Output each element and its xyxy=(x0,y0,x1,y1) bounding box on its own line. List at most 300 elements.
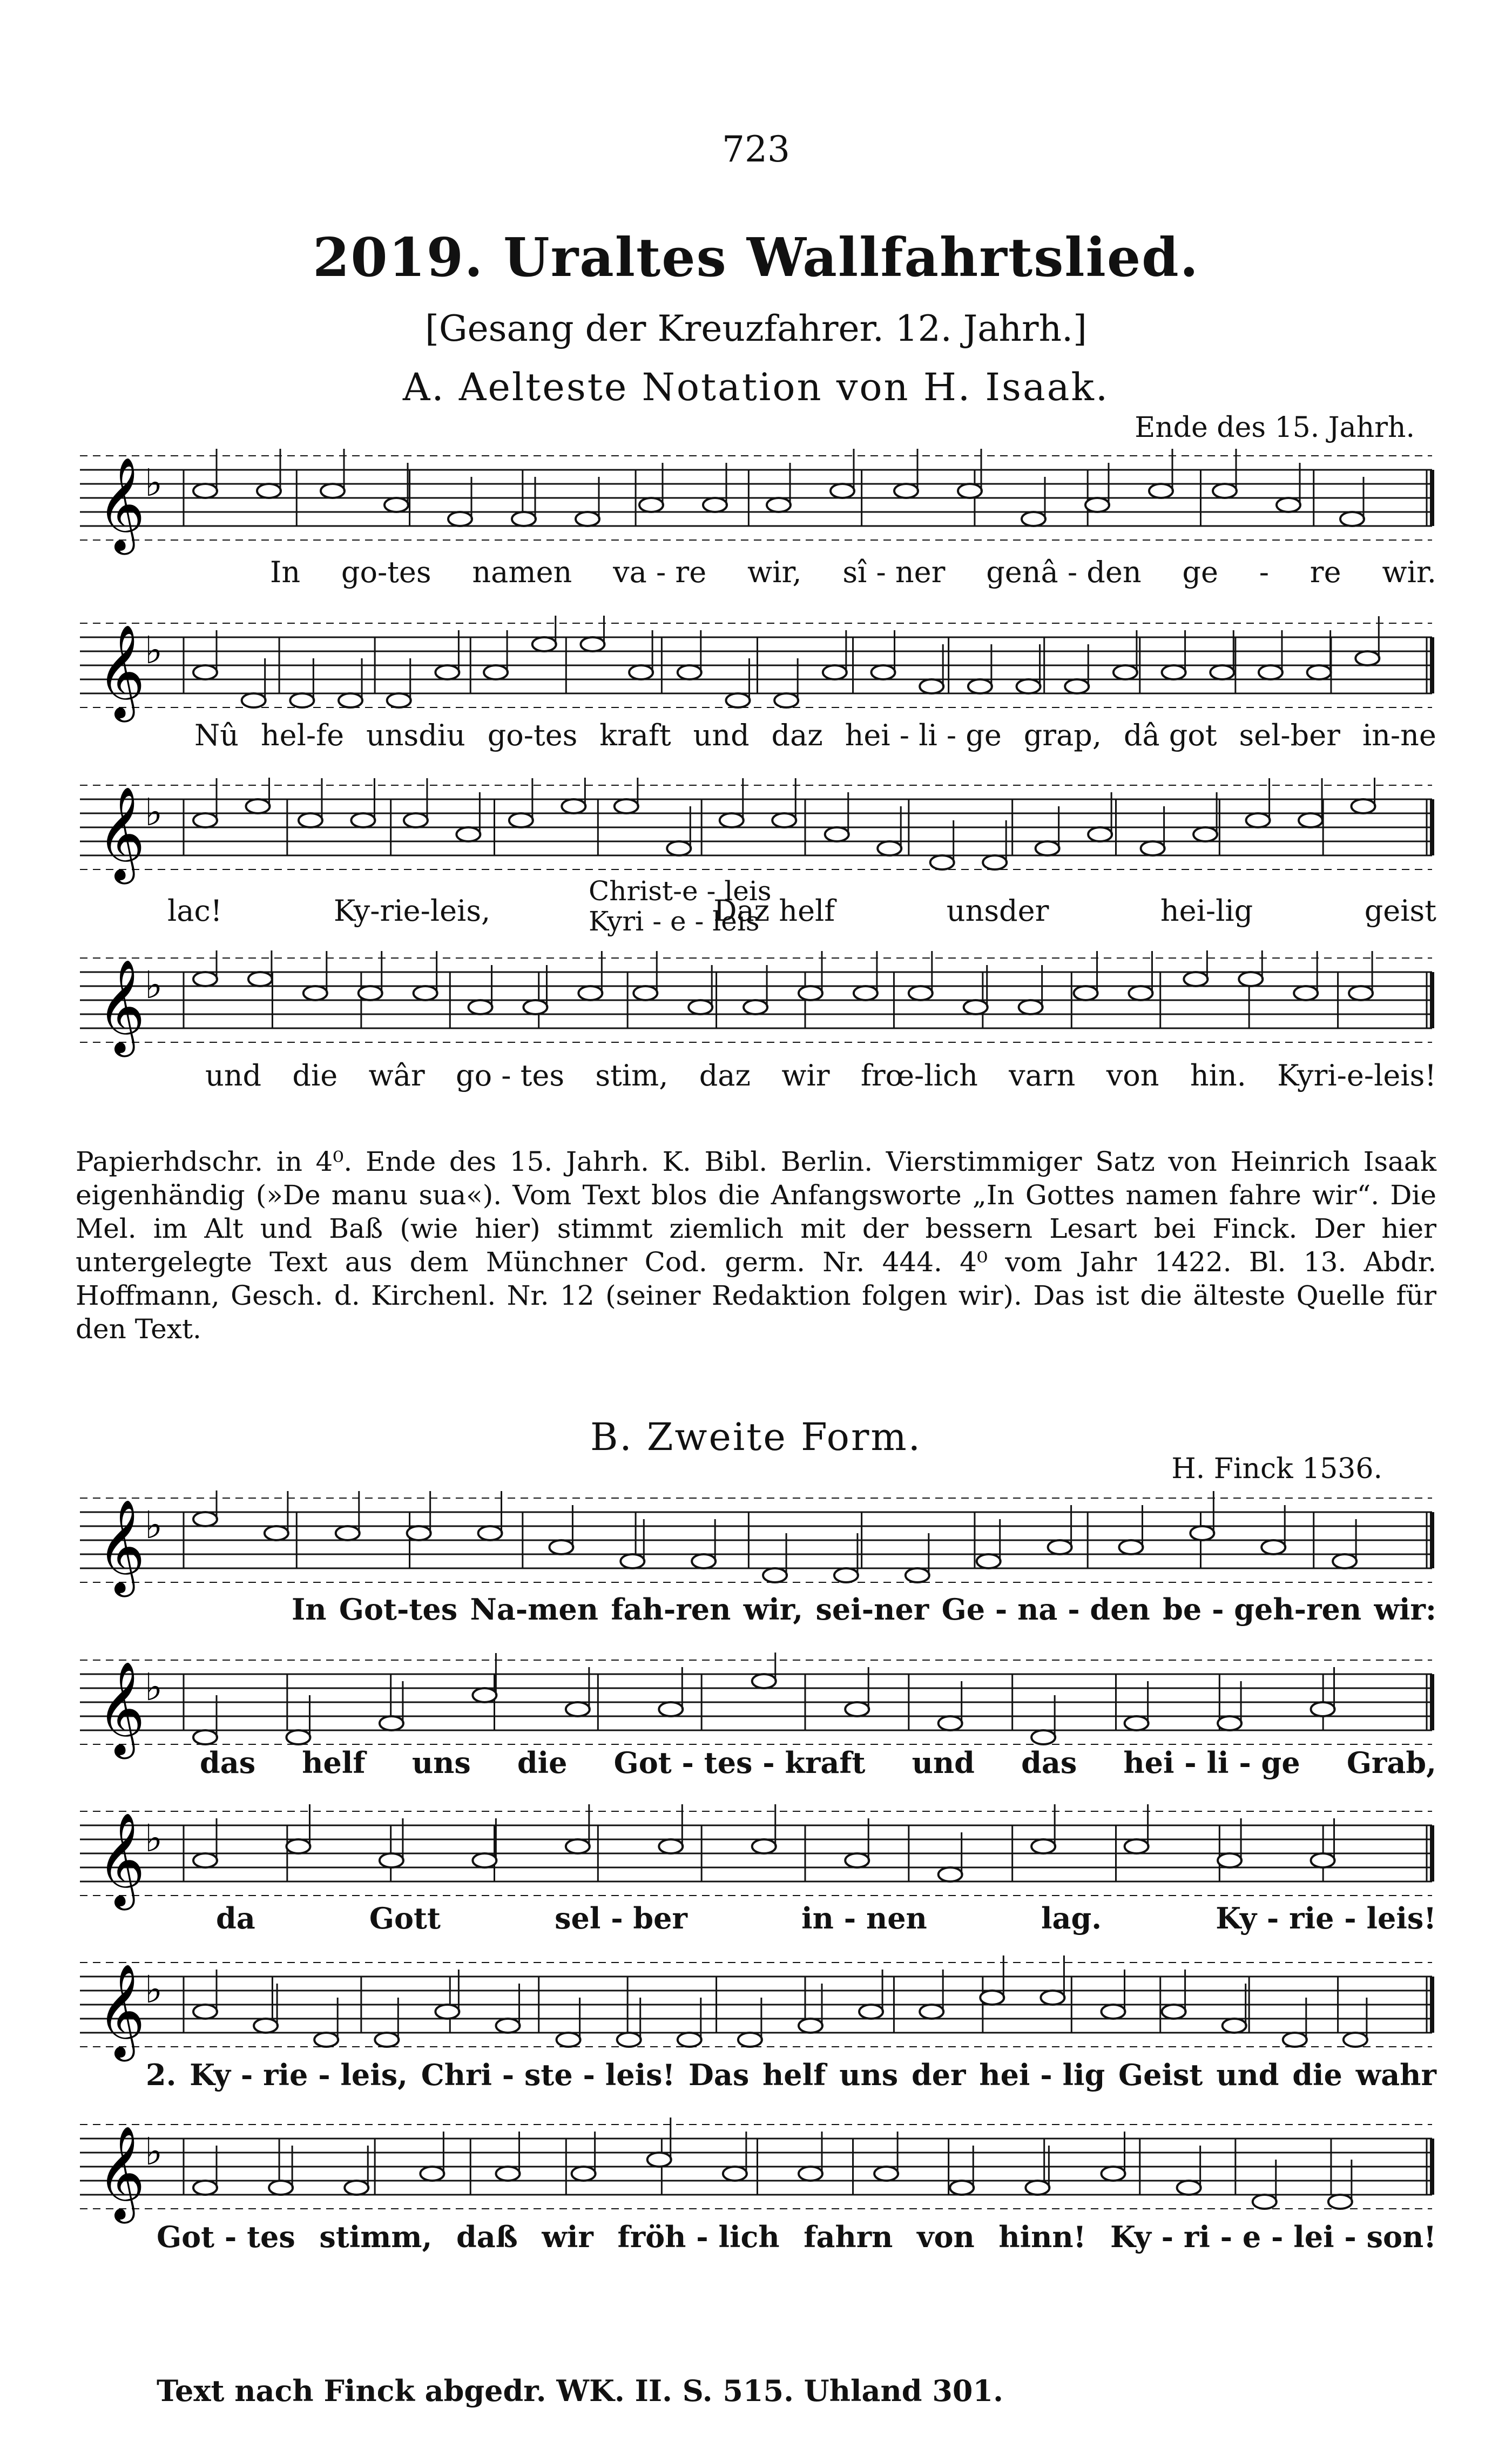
lyric-syllable: geist xyxy=(1364,894,1436,928)
lyric-syllable: fröh - lich xyxy=(617,2220,780,2254)
lyric-syllable: von xyxy=(1106,1058,1159,1093)
notehead xyxy=(1218,1853,1241,1867)
notehead xyxy=(1311,1702,1335,1716)
notehead xyxy=(456,827,480,841)
treble-clef-icon: 𝄞 xyxy=(97,457,145,551)
lyric-syllable: daz xyxy=(699,1058,751,1093)
lyric-syllable: stim, xyxy=(595,1058,669,1093)
staff-a4 xyxy=(76,950,1436,1075)
note xyxy=(248,950,272,986)
notehead xyxy=(1025,2181,1049,2195)
notehead xyxy=(834,1568,858,1582)
lyric-syllable: Ky - rie - leis! xyxy=(1216,1901,1436,1936)
lyric-syllable: re xyxy=(1310,555,1341,589)
treble-clef-icon: 𝄞 xyxy=(97,1812,145,1906)
notehead xyxy=(375,2033,399,2047)
lyric-syllable: dâ got xyxy=(1123,718,1217,752)
notehead xyxy=(557,2033,580,2047)
notehead xyxy=(1352,799,1375,813)
lyric-syllable: fah-ren xyxy=(611,1592,731,1627)
notehead xyxy=(380,1716,403,1730)
flat-sign-icon: ♭ xyxy=(145,1816,163,1860)
notehead xyxy=(647,2153,671,2167)
lyric-syllable: und xyxy=(1216,2058,1279,2092)
notehead xyxy=(1177,2181,1201,2195)
notehead xyxy=(1190,1526,1214,1540)
notehead xyxy=(336,1526,360,1540)
lyric-syllable: Geist xyxy=(1118,2058,1203,2092)
lyric-syllable: go - tes xyxy=(456,1058,565,1093)
footer-note: Text nach Finck abgedr. WK. II. S. 515. Uhland 301. xyxy=(157,2373,1003,2408)
notehead xyxy=(496,2019,520,2033)
notehead xyxy=(1253,2195,1277,2209)
notehead xyxy=(321,484,345,498)
notehead xyxy=(246,799,269,813)
notehead xyxy=(193,2181,217,2195)
lyric-syllable: und xyxy=(693,718,750,752)
notehead xyxy=(854,986,878,1000)
notehead xyxy=(562,799,585,813)
bracket-upper: Christ-e - leis xyxy=(589,875,772,907)
bracket-lyrics xyxy=(589,876,772,936)
lyric-syllable: sî - ner xyxy=(842,555,946,589)
notehead xyxy=(549,1540,573,1554)
lyric-syllable: die xyxy=(1292,2058,1342,2092)
lyric-syllable: In xyxy=(292,1592,327,1627)
notehead xyxy=(752,1839,776,1853)
notehead xyxy=(1129,986,1152,1000)
lyric-line-a1 xyxy=(76,555,1436,589)
section-b-attribution: H. Finck 1536. xyxy=(1171,1453,1382,1485)
notehead xyxy=(980,1991,1004,2005)
note xyxy=(1184,950,1207,986)
lyric-syllable: stimm, xyxy=(319,2220,433,2254)
lyric-syllable: go-tes xyxy=(341,555,431,589)
lyric-syllable: Daz helf xyxy=(713,894,835,928)
lyric-syllable: Ge - na - den xyxy=(941,1592,1150,1627)
notehead xyxy=(1294,986,1318,1000)
notehead xyxy=(744,1000,767,1014)
notehead xyxy=(420,2167,444,2181)
notehead xyxy=(435,2005,459,2019)
notehead xyxy=(1085,498,1109,512)
notehead xyxy=(1102,2005,1125,2019)
notehead xyxy=(845,1853,869,1867)
notehead xyxy=(1223,2019,1246,2033)
notehead xyxy=(633,986,657,1000)
notehead xyxy=(659,1839,683,1853)
notehead xyxy=(193,1730,217,1744)
notehead xyxy=(473,1853,496,1867)
lyric-syllable: 2. xyxy=(146,2058,177,2092)
lyric-syllable: uns xyxy=(411,1745,471,1780)
lyric-syllable: hel-fe xyxy=(260,718,345,752)
lyric-syllable: - xyxy=(1259,555,1269,589)
notehead xyxy=(845,1702,869,1716)
lyric-syllable: da xyxy=(216,1901,255,1936)
lyric-syllable: hin. xyxy=(1190,1058,1246,1093)
notehead xyxy=(566,1702,590,1716)
lyric-syllable: unsder xyxy=(946,894,1049,928)
notehead xyxy=(909,986,933,1000)
note xyxy=(193,1491,217,1526)
notehead xyxy=(615,799,638,813)
notehead xyxy=(1162,2005,1186,2019)
notehead xyxy=(950,2181,974,2195)
notehead xyxy=(387,693,411,707)
notehead xyxy=(799,986,822,1000)
lyric-syllable: namen xyxy=(472,555,572,589)
flat-sign-icon: ♭ xyxy=(145,2129,163,2174)
treble-clef-icon: 𝄞 xyxy=(97,959,145,1053)
notehead xyxy=(620,1554,644,1568)
notehead xyxy=(906,1568,929,1582)
notehead xyxy=(1019,1000,1043,1014)
notehead xyxy=(303,986,327,1000)
section-a-heading: A. Aelteste Notation von H. Isaak. xyxy=(402,365,1110,409)
notehead xyxy=(290,693,314,707)
lyric-line-b4 xyxy=(76,2058,1436,2092)
lyric-syllable: Got - tes xyxy=(157,2220,295,2254)
notehead xyxy=(1213,484,1237,498)
notehead xyxy=(1333,1554,1356,1568)
note xyxy=(1239,950,1263,986)
lyric-syllable: Nû xyxy=(194,718,239,752)
lyric-syllable: unsdiu xyxy=(366,718,465,752)
notehead xyxy=(286,1730,310,1744)
notehead xyxy=(983,855,1007,869)
lyric-syllable: in - nen xyxy=(801,1901,927,1936)
notehead xyxy=(404,813,428,827)
lyric-syllable: hei - li - ge xyxy=(1123,1745,1300,1780)
notehead xyxy=(523,1000,547,1014)
notehead xyxy=(930,855,954,869)
notehead xyxy=(1074,986,1098,1000)
notehead xyxy=(872,665,895,679)
notehead xyxy=(1261,1540,1285,1554)
notehead xyxy=(831,484,854,498)
lyric-syllable: in-ne xyxy=(1362,718,1436,752)
lyric-syllable: hinn! xyxy=(998,2220,1086,2254)
section-b-heading: B. Zweite Form. xyxy=(590,1415,922,1459)
flat-sign-icon: ♭ xyxy=(145,1503,163,1547)
notehead xyxy=(1307,665,1331,679)
lyric-syllable: und xyxy=(205,1058,262,1093)
notehead xyxy=(799,2019,822,2033)
notehead xyxy=(1031,1839,1055,1853)
lyric-syllable: va - re xyxy=(613,555,707,589)
lyric-syllable: hei - lig xyxy=(979,2058,1105,2092)
lyric-syllable: wir xyxy=(781,1058,830,1093)
notehead xyxy=(339,693,362,707)
lyric-line-b5 xyxy=(76,2220,1436,2254)
lyric-syllable: Kyri-e-leis! xyxy=(1277,1058,1436,1093)
lyric-syllable: Grab, xyxy=(1346,1745,1436,1780)
lyric-syllable: fahrn xyxy=(804,2220,893,2254)
notehead xyxy=(384,498,408,512)
lyric-syllable: varn xyxy=(1009,1058,1076,1093)
lyric-syllable: Got-tes xyxy=(339,1592,458,1627)
flat-sign-icon: ♭ xyxy=(145,461,163,505)
notehead xyxy=(580,637,604,651)
note xyxy=(1352,778,1375,813)
notehead xyxy=(1162,665,1186,679)
notehead xyxy=(1277,498,1300,512)
flat-sign-icon: ♭ xyxy=(145,628,163,672)
staff-a1 xyxy=(76,448,1436,572)
notehead xyxy=(688,1000,712,1014)
treble-clef-icon: 𝄞 xyxy=(97,2126,145,2220)
notehead xyxy=(723,2167,747,2181)
treble-clef-icon: 𝄞 xyxy=(97,624,145,718)
lyric-syllable: die xyxy=(517,1745,568,1780)
notehead xyxy=(823,665,847,679)
notehead xyxy=(1088,827,1112,841)
lyric-syllable: Chri - ste - leis! xyxy=(421,2058,676,2092)
notehead xyxy=(1048,1540,1072,1554)
notehead xyxy=(767,498,791,512)
lyric-line-b3 xyxy=(76,1901,1436,1936)
notehead xyxy=(659,1702,683,1716)
lyric-syllable: wir xyxy=(542,2220,593,2254)
notehead xyxy=(859,2005,883,2019)
notehead xyxy=(772,813,796,827)
notehead xyxy=(469,1000,492,1014)
notehead xyxy=(578,986,602,1000)
notehead xyxy=(193,1512,217,1526)
notehead xyxy=(314,2033,338,2047)
lyric-syllable: Gott xyxy=(369,1901,441,1936)
lyric-syllable: kraft xyxy=(599,718,671,752)
lyric-syllable: Ky - rie - leis, xyxy=(190,2058,408,2092)
notehead xyxy=(345,2181,368,2195)
notehead xyxy=(1259,665,1282,679)
flat-sign-icon: ♭ xyxy=(145,790,163,834)
notehead xyxy=(763,1568,787,1582)
notehead xyxy=(1328,2195,1352,2209)
notehead xyxy=(532,637,556,651)
notehead xyxy=(958,484,982,498)
notehead xyxy=(799,2167,822,2181)
notehead xyxy=(448,512,472,526)
notehead xyxy=(1113,665,1137,679)
lyric-syllable: Ky - ri - e - lei - son! xyxy=(1110,2220,1436,2254)
notehead xyxy=(1125,1839,1149,1853)
lyric-syllable: wahr xyxy=(1355,2058,1436,2092)
lyric-line-b1 xyxy=(76,1592,1436,1627)
notehead xyxy=(1299,813,1322,827)
notehead xyxy=(964,1000,988,1014)
lyric-syllable: sel-ber xyxy=(1239,718,1340,752)
notehead xyxy=(939,1716,962,1730)
lyric-syllable: das xyxy=(1021,1745,1077,1780)
lyric-syllable: daß xyxy=(456,2220,518,2254)
lyric-syllable: Ky-rie-leis, xyxy=(333,894,491,928)
notehead xyxy=(193,972,217,986)
notehead xyxy=(478,1526,502,1540)
notehead xyxy=(1355,651,1379,665)
lyric-syllable: lag. xyxy=(1041,1901,1102,1936)
lyric-syllable: das xyxy=(200,1745,256,1780)
notehead xyxy=(572,2167,596,2181)
source-note: Papierhdschr. in 4⁰. Ende des 15. Jahrh. K. Bibl. Berlin. Vierstimmiger Satz von Heinrich Isaak eigenhändig (»De manu sua«). Vom Text blos die Anfangsworte „In Gottes namen fahre wir“. Die Mel. im Alt und Baß (wie hier) stimmt ziemlich mit der bessern Lesart bei Finck. Der hier untergelegte Text aus dem Münchner Cod. germ. Nr. 444. 4⁰ vom Jahr 1422. Bl. 13. Abdr. Hoffmann, Gesch. d. Kirchenl. Nr. 12 (seiner Redaktion folgen wir). Das ist die älteste Quelle für den Text. xyxy=(76,1146,1436,1345)
lyric-syllable: grap, xyxy=(1023,718,1102,752)
notehead xyxy=(1119,1540,1143,1554)
lyric-syllable: ge xyxy=(1182,555,1218,589)
note xyxy=(532,616,556,651)
notehead xyxy=(1036,841,1059,855)
lyric-syllable: wir. xyxy=(1382,555,1436,589)
notehead xyxy=(639,498,663,512)
lyric-syllable: und xyxy=(912,1745,975,1780)
lyric-syllable: In xyxy=(270,555,301,589)
flat-sign-icon: ♭ xyxy=(145,1967,163,2012)
notehead xyxy=(242,693,266,707)
notehead xyxy=(1017,679,1041,693)
notehead xyxy=(193,813,217,827)
note xyxy=(580,616,604,651)
notehead xyxy=(939,1867,962,1881)
notehead xyxy=(738,2033,762,2047)
notehead xyxy=(254,2019,278,2033)
notehead xyxy=(617,2033,641,2047)
note xyxy=(752,1653,776,1688)
notehead xyxy=(484,665,508,679)
notehead xyxy=(1283,2033,1307,2047)
notehead xyxy=(473,1688,496,1702)
notehead xyxy=(894,484,918,498)
notehead xyxy=(1102,2167,1125,2181)
lyric-syllable: genâ - den xyxy=(986,555,1142,589)
lyric-syllable: frœ-lich xyxy=(860,1058,978,1093)
notehead xyxy=(1031,1730,1055,1744)
lyric-syllable: wir, xyxy=(747,555,802,589)
notehead xyxy=(1349,986,1373,1000)
notehead xyxy=(496,2167,520,2181)
notehead xyxy=(1344,2033,1367,2047)
notehead xyxy=(667,841,691,855)
lyric-syllable: daz xyxy=(771,718,823,752)
notehead xyxy=(774,693,798,707)
flat-sign-icon: ♭ xyxy=(145,1665,163,1709)
notehead xyxy=(193,484,217,498)
lyric-line-b2 xyxy=(76,1745,1436,1780)
notehead xyxy=(286,1839,310,1853)
notehead xyxy=(380,1853,403,1867)
lyric-syllable: helf xyxy=(302,1745,366,1780)
notehead xyxy=(351,813,375,827)
flat-sign-icon: ♭ xyxy=(145,963,163,1007)
notehead xyxy=(435,665,459,679)
treble-clef-icon: 𝄞 xyxy=(97,1661,145,1755)
lyric-syllable: wir: xyxy=(1374,1592,1436,1627)
notehead xyxy=(629,665,653,679)
notehead xyxy=(566,1839,590,1853)
lyric-syllable: die xyxy=(292,1058,338,1093)
notehead xyxy=(257,484,281,498)
notehead xyxy=(1218,1716,1241,1730)
notehead xyxy=(193,1853,217,1867)
notehead xyxy=(678,2033,701,2047)
notehead xyxy=(1141,841,1165,855)
notehead xyxy=(977,1554,1001,1568)
lyric-syllable: Das xyxy=(688,2058,750,2092)
notehead xyxy=(299,813,322,827)
note xyxy=(193,950,217,986)
notehead xyxy=(359,986,382,1000)
notehead xyxy=(1239,972,1263,986)
notehead xyxy=(726,693,750,707)
lyric-line-a4 xyxy=(76,1058,1436,1093)
page-number: 723 xyxy=(722,129,790,170)
lyric-syllable: be - geh-ren xyxy=(1163,1592,1362,1627)
notehead xyxy=(1041,1991,1064,2005)
notehead xyxy=(692,1554,716,1568)
notehead xyxy=(269,2181,293,2195)
lyric-syllable: hei - li - ge xyxy=(845,718,1002,752)
notehead xyxy=(1210,665,1234,679)
lyric-line-a2 xyxy=(76,718,1436,752)
notehead xyxy=(720,813,744,827)
song-title: 2019. Uraltes Wallfahrtslied. xyxy=(313,227,1199,289)
notehead xyxy=(512,512,536,526)
notehead xyxy=(248,972,272,986)
notehead xyxy=(1149,484,1173,498)
lyric-syllable: lac! xyxy=(167,894,222,928)
bracket-lower: Kyri - e - leis xyxy=(589,906,760,937)
notehead xyxy=(1184,972,1207,986)
notehead xyxy=(878,841,901,855)
notehead xyxy=(752,1674,776,1688)
notehead xyxy=(407,1526,431,1540)
lyric-syllable: hei-lig xyxy=(1160,894,1253,928)
notehead xyxy=(920,2005,943,2019)
notehead xyxy=(576,512,599,526)
notehead xyxy=(703,498,727,512)
notehead xyxy=(193,665,217,679)
notehead xyxy=(193,2005,217,2019)
notehead xyxy=(678,665,701,679)
lyric-syllable: sel - ber xyxy=(555,1901,687,1936)
note xyxy=(615,778,638,813)
notehead xyxy=(1340,512,1364,526)
notehead xyxy=(920,679,943,693)
notehead xyxy=(968,679,992,693)
notehead xyxy=(1246,813,1270,827)
note xyxy=(562,778,585,813)
lyric-syllable: wir, xyxy=(743,1592,804,1627)
notehead xyxy=(1311,1853,1335,1867)
notehead xyxy=(1193,827,1217,841)
notehead xyxy=(825,827,849,841)
notehead xyxy=(509,813,533,827)
note xyxy=(246,778,269,813)
lyric-syllable: Got - tes - kraft xyxy=(613,1745,866,1780)
notehead xyxy=(1065,679,1089,693)
lyric-syllable: sei-ner xyxy=(815,1592,929,1627)
lyric-syllable: uns xyxy=(839,2058,899,2092)
lyric-syllable: von xyxy=(917,2220,975,2254)
lyric-syllable: wâr xyxy=(368,1058,425,1093)
lyric-syllable: der xyxy=(911,2058,966,2092)
section-a-attribution: Ende des 15. Jahrh. xyxy=(1135,412,1415,444)
treble-clef-icon: 𝄞 xyxy=(97,1499,145,1593)
notehead xyxy=(265,1526,288,1540)
notehead xyxy=(414,986,437,1000)
lyric-syllable: Na-men xyxy=(470,1592,599,1627)
notehead xyxy=(1125,1716,1149,1730)
song-subtitle: [Gesang der Kreuzfahrer. 12. Jahrh.] xyxy=(425,308,1087,349)
